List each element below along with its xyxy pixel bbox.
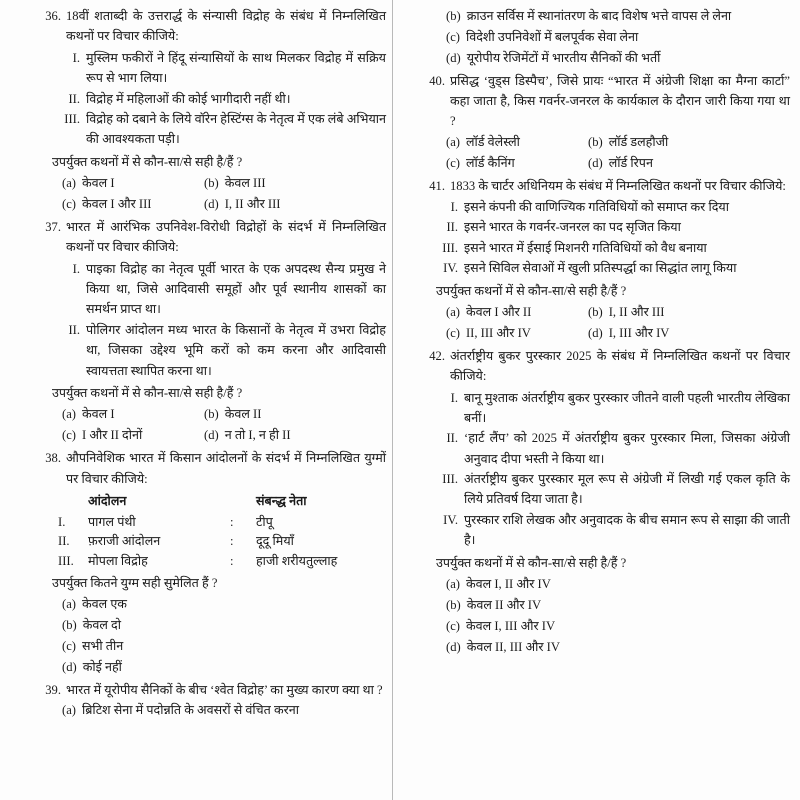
option-a[interactable] (62, 404, 204, 425)
table-row (58, 513, 386, 533)
question-39-number: 39. (45, 683, 61, 697)
option-key: (b) (446, 9, 461, 23)
option-label: केवल एक (81, 597, 127, 612)
row-leader: टीपू (256, 514, 273, 529)
statement-item (422, 428, 790, 469)
option-key: (b) (204, 407, 219, 422)
statement-number: II. (446, 431, 458, 446)
statement-item (422, 238, 790, 258)
option-key: (a) (446, 304, 460, 319)
option-label: विदेशी उपनिवेशों में बलपूर्वक सेवा लेना (465, 29, 639, 44)
statement-item (422, 197, 790, 217)
question-40 (422, 71, 790, 174)
question-36-prompt: उपर्युक्त कथनों में से कौन-सा/से सही है/हैं ? (52, 154, 243, 169)
option-d[interactable] (446, 48, 790, 69)
option-label: केवल I (81, 176, 115, 191)
question-42 (422, 346, 790, 658)
option-key: (d) (446, 639, 461, 654)
question-41-text: 1833 के चार्टर अधिनियम के संबंध में निम्नलिखित कथनों पर विचार कीजिये: (450, 178, 786, 193)
statement-number: III. (64, 111, 80, 126)
row-movement: मोपला विद्रोह (88, 553, 148, 568)
option-b[interactable] (446, 6, 790, 27)
row-number: III. (58, 553, 74, 568)
question-42-heading (422, 346, 790, 387)
option-key: (d) (588, 155, 603, 170)
statement-text: इसने सिविल सेवाओं में खुली प्रतिस्पर्द्धा का सिद्धांत लागू किया (464, 261, 737, 276)
option-key: (a) (62, 176, 76, 191)
option-label: I और II दोनों (81, 428, 143, 443)
option-label: I, II और III (608, 304, 665, 319)
statement-number: II. (68, 91, 80, 106)
option-label: केवल II, III और IV (466, 639, 560, 654)
row-number: II. (58, 534, 70, 549)
row-movement: पागल पंथी (88, 514, 136, 529)
option-label: सभी तीन (81, 639, 124, 654)
row-leader: हाजी शरीयतुल्लाह (256, 553, 338, 568)
question-37-heading (38, 217, 386, 258)
question-42-statements (422, 388, 790, 551)
table-header-leader: संबन्द्ध नेता (256, 493, 307, 508)
question-36-number: 36. (45, 9, 61, 23)
option-b[interactable] (204, 173, 386, 194)
right-column (400, 0, 800, 800)
question-41-number: 41. (429, 178, 445, 193)
statement-text: पाइका विद्रोह का नेतृत्व पूर्वी भारत के एक अपदस्थ सैन्य प्रमुख ने किया था, जिसे आदिवासी समूहों और पूर्व स्थानीय शासकों का समर्थन प्राप्त था। (86, 261, 386, 317)
option-label: केवल III (224, 176, 266, 191)
option-a[interactable] (446, 574, 790, 595)
question-42-number: 42. (429, 348, 445, 363)
option-key: (d) (446, 50, 461, 65)
statement-number: IV. (443, 512, 458, 527)
question-40-text: प्रसिद्ध ‘वुड्स डिस्पैच’, जिसे प्रायः “भारत में अंग्रेजी शिक्षा का मैग्ना कार्टा” कहा जाता है, किस गवर्नर-जनरल के कार्यकाल के दौरान जारी किया गया था ? (450, 73, 790, 129)
statement-number: I. (72, 261, 80, 276)
table-row (58, 552, 386, 572)
option-label: केवल I और II (465, 304, 532, 319)
option-key: (d) (588, 325, 603, 340)
option-label: लॉर्ड कैनिंग (465, 155, 515, 170)
option-c[interactable] (62, 194, 204, 215)
option-key: (d) (62, 660, 77, 675)
question-37-number: 37. (45, 219, 61, 234)
question-38-matching-table (38, 492, 386, 571)
statement-item (38, 89, 386, 109)
question-38-prompt: उपर्युक्त कितने युग्म सही सुमेलित हैं ? (52, 576, 218, 591)
statement-number: I. (450, 200, 458, 215)
option-label: लॉर्ड डलहौजी (608, 134, 669, 149)
statement-text: ‘हार्ट लैंप’ को 2025 में अंतर्राष्ट्रीय बुकर पुरस्कार मिला, जिसका अंग्रेजी अनुवाद दीपा भस्ती ने किया था। (464, 431, 790, 466)
option-label: केवल II (224, 407, 262, 422)
statement-item (422, 217, 790, 237)
option-d[interactable] (588, 153, 790, 174)
row-colon: : (230, 553, 234, 568)
option-c[interactable] (62, 636, 386, 657)
question-39 (38, 680, 386, 721)
option-label: न तो I, न ही II (224, 428, 291, 443)
question-37-prompt: उपर्युक्त कथनों में से कौन-सा/से सही है/हैं ? (52, 386, 243, 401)
statement-number: I. (450, 390, 458, 405)
option-d[interactable] (588, 323, 790, 344)
option-label: ब्रिटिश सेना में पदोन्नति के अवसरों से वंचित करना (81, 703, 300, 718)
option-label: केवल I, II और IV (465, 577, 551, 592)
option-label: केवल दो (82, 618, 121, 633)
option-key: (c) (62, 428, 76, 443)
statement-text: इसने कंपनी की वाणिज्यिक गतिविधियों को समाप्त कर दिया (464, 200, 729, 215)
option-key: (a) (446, 134, 460, 149)
option-b[interactable] (588, 132, 790, 153)
option-label: क्राउन सर्विस में स्थानांतरण के बाद विशेष भत्ते वापस ले लेना (466, 9, 732, 23)
question-42-text: अंतर्राष्ट्रीय बुकर पुरस्कार 2025 के संबंध में निम्नलिखित कथनों पर विचार कीजिये: (450, 348, 790, 384)
option-key: (c) (62, 639, 76, 654)
option-key: (b) (588, 304, 603, 319)
statement-item (422, 510, 790, 551)
option-a[interactable] (62, 173, 204, 194)
row-colon: : (230, 514, 234, 529)
question-37 (38, 217, 386, 446)
option-key: (a) (62, 703, 76, 718)
question-39-heading (38, 680, 386, 700)
option-key: (b) (446, 597, 461, 612)
question-42-options (422, 574, 790, 658)
option-label: I, II और III (224, 197, 281, 212)
question-39-options-continued (422, 6, 790, 69)
question-38-text: औपनिवेशिक भारत में किसान आंदोलनों के संदर्भ में निम्नलिखित युग्मों पर विचार कीजिये: (66, 451, 386, 486)
table-header-row (58, 492, 386, 512)
row-number: I. (58, 514, 66, 529)
option-label: केवल I और III (81, 197, 152, 212)
question-41-prompt: उपर्युक्त कथनों में से कौन-सा/से सही है/हैं ? (436, 283, 627, 298)
statement-item (38, 109, 386, 150)
question-41-options (422, 302, 790, 344)
option-key: (a) (62, 597, 76, 612)
question-41-heading (422, 176, 790, 196)
option-a[interactable] (446, 302, 588, 323)
statement-text: मुस्लिम फकीरों ने हिंदू संन्यासियों के साथ मिलकर विद्रोह में सक्रिय रूप से भाग लिया। (86, 50, 386, 86)
statement-item (38, 320, 386, 381)
option-label: कोई नहीं (82, 660, 122, 675)
option-c[interactable] (446, 616, 790, 637)
statement-number: III. (442, 472, 458, 487)
option-key: (c) (446, 155, 460, 170)
option-label: I, III और IV (608, 325, 670, 340)
question-37-text: भारत में आरंभिक उपनिवेश-विरोधी विद्रोहों के संदर्भ में निम्नलिखित कथनों पर विचार कीजिये: (66, 219, 386, 255)
option-c[interactable] (446, 323, 588, 344)
question-36-heading (38, 6, 386, 47)
option-d[interactable] (204, 194, 386, 215)
option-d[interactable] (446, 637, 790, 658)
statement-number: III. (442, 240, 458, 255)
statement-text: इसने भारत के गवर्नर-जनरल का पद सृजित किया (464, 220, 681, 235)
question-36 (38, 6, 386, 215)
option-label: II, III और IV (465, 325, 531, 340)
statement-number: II. (446, 220, 458, 235)
column-divider-rule (392, 0, 393, 800)
question-39-options (38, 700, 386, 721)
option-label: यूरोपीय रेजिमेंटों में भारतीय सैनिकों की भर्ती (466, 50, 661, 65)
question-42-prompt: उपर्युक्त कथनों में से कौन-सा/से सही है/हैं ? (436, 555, 627, 570)
statement-number: I. (72, 50, 80, 65)
option-key: (c) (446, 325, 460, 340)
question-40-number: 40. (429, 73, 445, 88)
statement-item (422, 469, 790, 510)
question-38-options (38, 594, 386, 678)
option-c[interactable] (62, 425, 204, 446)
table-row (58, 532, 386, 552)
question-37-options (38, 404, 386, 446)
question-36-statements (38, 48, 386, 150)
question-38-heading (38, 448, 386, 489)
option-key: (d) (204, 197, 219, 212)
row-movement: फ़राजी आंदोलन (88, 534, 161, 549)
option-key: (b) (588, 134, 603, 149)
statement-text: विद्रोह में महिलाओं की कोई भागीदारी नहीं थी। (86, 91, 291, 106)
option-c[interactable] (446, 27, 790, 48)
statement-number: IV. (443, 261, 458, 276)
question-36-options (38, 173, 386, 215)
option-a[interactable] (62, 594, 386, 615)
statement-item (38, 48, 386, 89)
option-a[interactable] (62, 700, 386, 721)
statement-item (422, 388, 790, 429)
row-colon: : (230, 534, 234, 549)
statement-item (38, 259, 386, 320)
statement-number: II. (68, 322, 80, 337)
question-39-text: भारत में यूरोपीय सैनिकों के बीच ‘श्वेत विद्रोह’ का मुख्य कारण क्या था ? (66, 683, 383, 697)
option-key: (d) (204, 428, 219, 443)
question-38 (38, 448, 386, 678)
option-key: (b) (204, 176, 219, 191)
question-37-statements (38, 259, 386, 381)
statement-text: पोलिगर आंदोलन मध्य भारत के किसानों के नेतृत्व में उभरा विद्रोह था, जिसका उद्देश्य भूमि करों को कम करना और आदिवासी स्वायत्तता स्थापित करना था। (86, 322, 386, 378)
option-label: लॉर्ड रिपन (608, 155, 653, 170)
option-b[interactable] (588, 302, 790, 323)
option-label: केवल II और IV (466, 597, 542, 612)
option-b[interactable] (204, 404, 386, 425)
option-b[interactable] (446, 595, 790, 616)
row-leader: दूदू मियाँ (256, 534, 294, 549)
option-d[interactable] (62, 657, 386, 678)
statement-text: इसने भारत में ईसाई मिशनरी गतिविधियों को वैध बनाया (464, 240, 707, 255)
option-key: (c) (62, 197, 76, 212)
option-label: लॉर्ड वेलेस्ली (465, 134, 520, 149)
statement-text: बानू मुश्ताक अंतर्राष्ट्रीय बुकर पुरस्कार जीतने वाली पहली भारतीय लेखिका बनीं। (464, 390, 790, 425)
statement-text: अंतर्राष्ट्रीय बुकर पुरस्कार मूल रूप से अंग्रेजी में लिखी गई एकल कृति के लिये प्रतिवर्ष दिया जाता है। (464, 472, 790, 507)
question-38-number: 38. (45, 451, 61, 466)
question-36-text: 18वीं शताब्दी के उत्तरार्द्ध के संन्यासी विद्रोह के संबंध में निम्नलिखित कथनों पर विचार कीजिये: (66, 9, 386, 44)
table-header-movement: आंदोलन (88, 493, 127, 508)
statement-text: पुरस्कार राशि लेखक और अनुवादक के बीच समान रूप से साझा की जाती है। (464, 512, 790, 548)
option-key: (b) (62, 618, 77, 633)
statement-item (422, 258, 790, 278)
option-d[interactable] (204, 425, 386, 446)
option-b[interactable] (62, 615, 386, 636)
option-key: (a) (446, 577, 460, 592)
question-40-heading (422, 71, 790, 132)
option-a[interactable] (446, 132, 588, 153)
option-key: (a) (62, 407, 76, 422)
question-40-options (422, 132, 790, 174)
option-label: केवल I, III और IV (465, 618, 556, 633)
question-41 (422, 176, 790, 344)
option-c[interactable] (446, 153, 588, 174)
option-key: (c) (446, 29, 460, 44)
statement-text: विद्रोह को दबाने के लिये वॉरेन हेस्टिंग्स के नेतृत्व में एक लंबे अभियान की आवश्यकता पड़ी। (86, 111, 386, 147)
option-label: केवल I (81, 407, 115, 422)
option-key: (c) (446, 618, 460, 633)
question-41-statements (422, 197, 790, 279)
